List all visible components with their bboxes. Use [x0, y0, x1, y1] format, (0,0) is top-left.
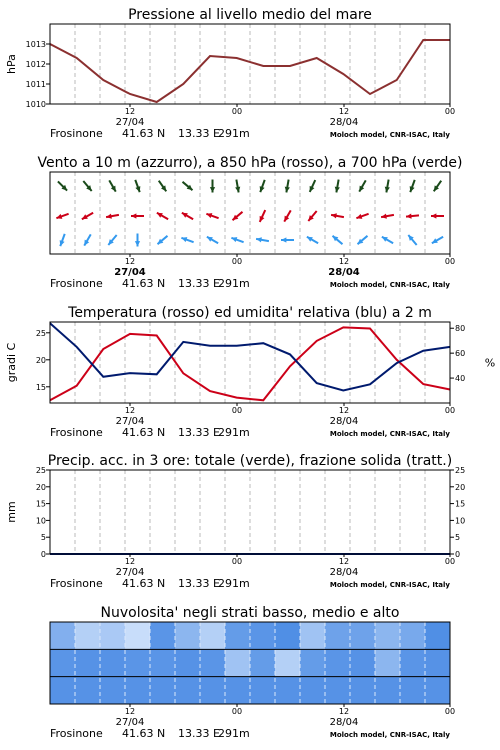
y-axis-label: mm	[5, 501, 18, 523]
x-tick-label: 00	[231, 406, 243, 415]
y-right-tick-label: 25	[455, 466, 466, 475]
x-tick-label: 00	[231, 257, 243, 266]
latitude: 41.63 N	[122, 426, 166, 439]
cloud-cell-basso	[175, 677, 201, 704]
elevation: 291m	[218, 426, 250, 439]
cloud-cell-basso	[425, 677, 451, 704]
cloud-cell-alto	[300, 622, 326, 649]
x-tick-label: 00	[231, 557, 243, 566]
panel-5	[50, 605, 455, 740]
cloud-cell-medio	[350, 649, 376, 676]
panel-4	[5, 453, 465, 590]
y-axis-label: gradi C	[5, 342, 18, 383]
model-credit: Moloch model, CNR-ISAC, Italy	[329, 581, 450, 589]
cloud-cell-medio	[325, 649, 351, 676]
cloud-cell-medio	[175, 649, 201, 676]
cloud-cell-alto	[400, 622, 426, 649]
cloud-cell-medio	[275, 649, 301, 676]
cloud-cell-medio	[225, 649, 251, 676]
wind-arrow-head	[60, 240, 65, 246]
cloud-cell-basso	[225, 677, 251, 704]
x-tick-label: 00	[231, 707, 243, 716]
cloud-cell-alto	[225, 622, 251, 649]
y-right-tick-label: 10	[455, 516, 466, 526]
wind-arrow-head	[406, 213, 412, 218]
cloud-cell-alto	[250, 622, 276, 649]
y-right-tick-label: 0	[455, 550, 461, 559]
y-tick-label: 10	[35, 516, 46, 526]
x-day-label: 28/04	[329, 416, 359, 427]
wind-arrow-head	[131, 213, 136, 218]
longitude: 13.33 E	[178, 277, 220, 290]
y-tick-label: 25	[35, 466, 46, 475]
cloud-cell-basso	[400, 677, 426, 704]
y-tick-label: 15	[35, 382, 46, 392]
wind-arrow-head	[231, 237, 237, 242]
longitude: 13.33 E	[178, 426, 220, 439]
cloud-cell-alto	[325, 622, 351, 649]
panel-title: Temperatura (rosso) ed umidita' relativa (blu) a 2 m	[68, 305, 432, 321]
y-right-tick-label: 20	[455, 482, 466, 492]
cloud-cell-basso	[125, 677, 151, 704]
y-right-tick-label: 15	[455, 499, 466, 509]
elevation: 291m	[218, 577, 250, 590]
cloud-cell-medio	[425, 649, 451, 676]
cloud-cell-basso	[325, 677, 351, 704]
cloud-cell-basso	[75, 677, 101, 704]
longitude: 13.33 E	[178, 577, 220, 590]
longitude: 13.33 E	[178, 727, 220, 740]
elevation: 291m	[218, 277, 250, 290]
x-tick-label: 12	[338, 257, 350, 266]
y-tick-label: 5	[40, 533, 46, 543]
cloud-cell-medio	[125, 649, 151, 676]
panel-title: Nuvolosita' negli strati basso, medio e alto	[100, 605, 400, 621]
panel-title: Precip. acc. in 3 ore: totale (verde), frazione solida (tratt.)	[47, 453, 453, 469]
cloud-cell-medio	[50, 649, 76, 676]
x-day-label: 27/04	[115, 117, 145, 128]
cloud-cell-alto	[100, 622, 126, 649]
model-credit: Moloch model, CNR-ISAC, Italy	[329, 731, 450, 739]
cloud-cell-alto	[425, 622, 451, 649]
location-name: Frosinone	[50, 127, 103, 140]
cloud-cell-basso	[250, 677, 276, 704]
wind-arrow-head	[210, 187, 215, 192]
cloud-cell-alto	[175, 622, 201, 649]
x-tick-label: 00	[444, 406, 456, 415]
cloud-cell-alto	[75, 622, 101, 649]
cloud-cell-medio	[250, 649, 276, 676]
y-tick-label: 1013	[25, 40, 46, 49]
cloud-cell-basso	[375, 677, 401, 704]
cloud-cell-basso	[350, 677, 376, 704]
x-day-label: 27/04	[115, 416, 145, 427]
cloud-cell-alto	[275, 622, 301, 649]
wind-arrow-head	[56, 214, 62, 219]
x-day-label: 27/04	[114, 267, 146, 278]
cloud-cell-basso	[100, 677, 126, 704]
y-tick-label: 20	[35, 355, 46, 365]
cloud-cell-medio	[200, 649, 226, 676]
y-tick-label: 0	[40, 550, 46, 559]
x-day-label: 28/04	[329, 567, 359, 578]
cloud-cell-medio	[400, 649, 426, 676]
x-tick-label: 12	[124, 107, 136, 116]
x-tick-label: 12	[124, 257, 136, 266]
panel-1	[5, 7, 455, 140]
panel-2	[37, 155, 462, 290]
x-tick-label: 12	[124, 557, 136, 566]
location-name: Frosinone	[50, 277, 103, 290]
x-day-label: 28/04	[328, 267, 360, 278]
panel-3	[5, 305, 495, 439]
wind-arrow-head	[206, 213, 212, 218]
x-tick-label: 00	[444, 707, 456, 716]
x-tick-label: 12	[338, 406, 350, 415]
x-tick-label: 00	[231, 107, 243, 116]
pressure-line	[50, 40, 450, 102]
cloud-cell-basso	[275, 677, 301, 704]
y-tick-label: 25	[35, 328, 46, 338]
x-day-label: 28/04	[329, 717, 359, 728]
y-axis-label: hPa	[5, 54, 18, 74]
elevation: 291m	[218, 127, 250, 140]
cloud-cell-basso	[150, 677, 176, 704]
cloud-cell-medio	[100, 649, 126, 676]
y-tick-label: 1010	[25, 100, 46, 109]
longitude: 13.33 E	[178, 127, 220, 140]
location-name: Frosinone	[50, 426, 103, 439]
plot-border	[50, 322, 450, 403]
wind-arrow-head	[135, 186, 140, 192]
cloud-cell-alto	[200, 622, 226, 649]
plot-border	[50, 24, 450, 104]
location-name: Frosinone	[50, 727, 103, 740]
wind-arrow-head	[281, 237, 286, 242]
cloud-cell-basso	[300, 677, 326, 704]
cloud-cell-basso	[50, 677, 76, 704]
location-name: Frosinone	[50, 577, 103, 590]
x-day-label: 27/04	[115, 717, 145, 728]
latitude: 41.63 N	[122, 127, 166, 140]
y-tick-label: 1012	[25, 60, 46, 69]
x-tick-label: 12	[338, 707, 350, 716]
cloud-cell-medio	[150, 649, 176, 676]
panel-title: Pressione al livello medio del mare	[128, 7, 372, 23]
y-right-tick-label: 40	[455, 374, 466, 384]
latitude: 41.63 N	[122, 577, 166, 590]
x-day-label: 27/04	[115, 567, 145, 578]
x-tick-label: 00	[444, 107, 456, 116]
cloud-cell-medio	[300, 649, 326, 676]
wind-arrow-head	[431, 213, 436, 218]
y-tick-label: 20	[35, 482, 46, 492]
y-tick-label: 1011	[25, 80, 46, 89]
y-right-tick-label: 60	[455, 349, 466, 359]
y-right-tick-label: 80	[455, 324, 466, 334]
cloud-cell-alto	[50, 622, 76, 649]
cloud-cell-alto	[350, 622, 376, 649]
cloud-cell-alto	[150, 622, 176, 649]
x-day-label: 28/04	[329, 117, 359, 128]
panel-title: Vento a 10 m (azzurro), a 850 hPa (rosso), a 700 hPa (verde)	[37, 155, 463, 171]
x-tick-label: 00	[444, 257, 456, 266]
y-right-axis-label: %	[484, 356, 496, 370]
cloud-cell-alto	[125, 622, 151, 649]
latitude: 41.63 N	[122, 727, 166, 740]
model-credit: Moloch model, CNR-ISAC, Italy	[329, 131, 450, 139]
latitude: 41.63 N	[122, 277, 166, 290]
x-tick-label: 12	[124, 406, 136, 415]
cloud-cell-basso	[200, 677, 226, 704]
wind-arrow-head	[181, 237, 187, 242]
wind-arrow-head	[260, 186, 265, 192]
wind-arrow-head	[356, 214, 362, 219]
wind-arrow-head	[135, 241, 140, 246]
x-tick-label: 12	[338, 107, 350, 116]
x-tick-label: 00	[444, 557, 456, 566]
cloud-cell-medio	[375, 649, 401, 676]
x-tick-label: 12	[338, 557, 350, 566]
model-credit: Moloch model, CNR-ISAC, Italy	[329, 430, 450, 438]
wind-arrow-head	[410, 186, 415, 192]
model-credit: Moloch model, CNR-ISAC, Italy	[329, 281, 450, 289]
cloud-cell-alto	[375, 622, 401, 649]
elevation: 291m	[218, 727, 250, 740]
y-right-tick-label: 5	[455, 533, 461, 543]
cloud-cell-medio	[75, 649, 101, 676]
x-tick-label: 12	[124, 707, 136, 716]
y-tick-label: 15	[35, 499, 46, 509]
